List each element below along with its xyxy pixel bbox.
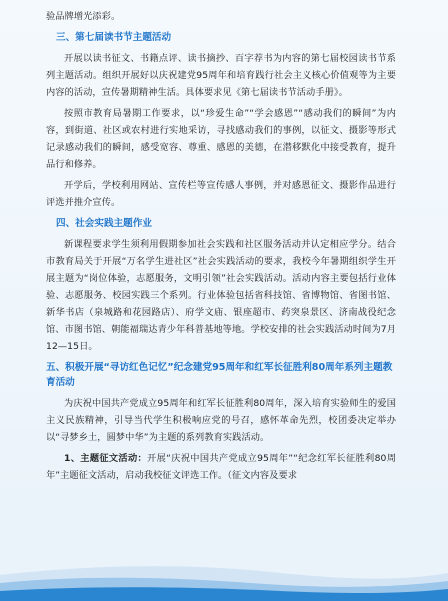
- section-heading-5: 五、积极开展“寻访红色记忆”纪念建党95周年和红军长征胜利80周年系列主题教育活动: [46, 362, 393, 388]
- paragraph-red-memory: 为庆祝中国共产党成立95周年和红军长征胜利80周年，深入培育实验师生的爱国主义民族精神，引导当代学生积极响应党的号召，感怀革命先烈，校团委决定举办以“寻梦乡土，圆梦中华”为主题的系列教育实践活动。: [46, 398, 396, 443]
- paragraph-reading-festival: 开展以读书征文、书籍点评、读书摘抄、百字荐书为内容的第七届校园读书节系列主题活动。组织开展好以庆祝建党95周年和培育践行社会主义核心价值观等为主要内容的活动，宣传暑期精神生活。具体要求见《第七届读书节活动手册》。: [46, 53, 396, 98]
- essay-activity-lead: 1、主题征文活动：: [64, 453, 148, 464]
- paragraph-education-requirements: 按照市教育局暑期工作要求，以“珍爱生命”“学会感恩”“感动我们的瞬间”为内容，到街道、社区或农村进行实地采访，寻找感动我们的事例，以征文、摄影等形式记录感动我们的瞬间，感受宽容、尊重、感恩的美德，在潜移默化中接受教育，提升品行和修养。: [46, 108, 396, 170]
- document-body: [46, 8, 396, 488]
- section-heading-3: 三、第七届读书节主题活动: [56, 32, 172, 43]
- paragraph-social-practice: 新课程要求学生须利用假期参加社会实践和社区服务活动并认定相应学分。结合市教育局关于开展“万名学生进社区”社会实践活动的要求，我校今年暑期组织学生开展主题为“岗位体验，志愿服务，文明引领”社会实践活动。活动内容主要包括行业体验、志愿服务、校园实践三个系列。行业体验包括省科技馆、省博物馆、省图书馆、新华书店（泉城路和花园路店）、府学文庙、银座超市、药突泉景区、济南战役纪念馆、市图书馆、朝能福瑞达青少年科普基地等地。学校安排的社会实践活动时间为7月12—15日。: [46, 239, 396, 352]
- paragraph-essay-activity: [46, 450, 396, 484]
- essay-activity-body: 开展“庆祝中国共产党成立95周年”“纪念红军长征胜利80周年”主题征文活动，启动我校征文评选工作。（征文内容及要求: [46, 453, 396, 481]
- bottom-wave-decoration: [0, 561, 448, 601]
- section-heading-4: 四、社会实践主题作业: [56, 218, 152, 229]
- paragraph-promotion: 开学后，学校利用网站、宣传栏等宣传感人事例，并对感恩征文、摄影作品进行评选并推介宣传。: [46, 180, 396, 208]
- paragraph-intro-tail: 验品牌增光添彩。: [46, 11, 121, 22]
